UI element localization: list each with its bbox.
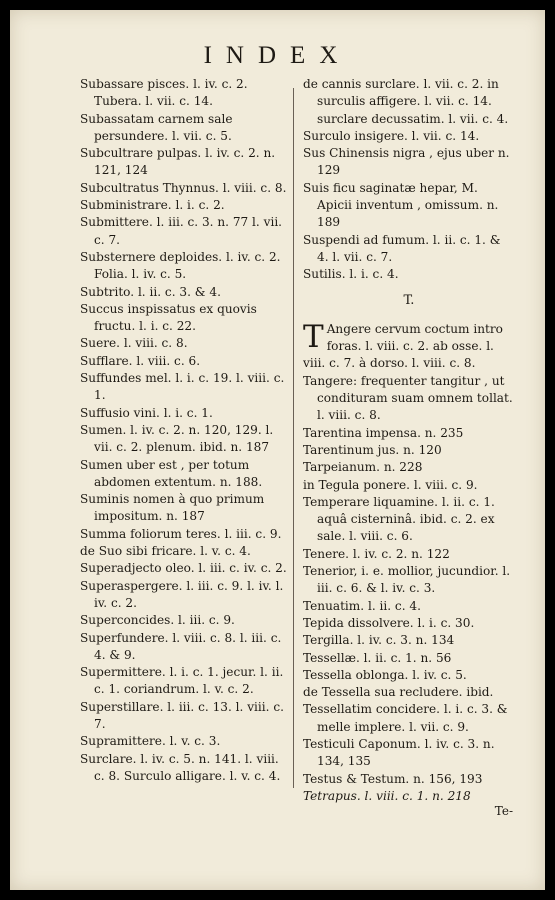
- page-title: INDEX: [203, 42, 352, 69]
- dropcap-entry: [303, 318, 515, 373]
- index-entry: Suminis nomen à quo primum impositum. n. 187: [80, 492, 265, 524]
- left-column: [80, 76, 290, 785]
- index-entry: Supermittere. l. i. c. 1. jecur. l. ii. c. 1. coriandrum. l. v. c. 2.: [80, 665, 284, 697]
- index-entry: Sufflare. l. viii. c. 6.: [80, 353, 201, 368]
- index-entry: Tessellatim concidere. l. i. c. 3. & melle implere. l. vii. c. 9.: [303, 702, 508, 734]
- catchword: Te-: [494, 804, 513, 818]
- index-entry: Subcultrare pulpas. l. iv. c. 2. n. 121, 124: [80, 146, 276, 178]
- index-entry: in Tegula ponere. l. viii. c. 9.: [303, 477, 478, 492]
- index-entry: Sumen. l. iv. c. 2. n. 120, 129. l. vii. c. 2. plenum. ibid. n. 187: [80, 422, 274, 455]
- index-entry: Tenere. l. iv. c. 2. n. 122: [303, 546, 450, 561]
- index-entry: Tenuatim. l. ii. c. 4.: [303, 598, 421, 613]
- right-column: [303, 76, 515, 805]
- index-entry: Supramittere. l. v. c. 3.: [80, 734, 221, 749]
- index-entry: Succus inspissatus ex quovis fructu. l. i. c. 22.: [80, 301, 257, 334]
- index-entry: Surculo insigere. l. vii. c. 14.: [303, 128, 480, 143]
- index-entry: Submittere. l. iii. c. 3. n. 77 l. vii. c. 7.: [80, 215, 283, 247]
- index-entry: Suere. l. viii. c. 8.: [80, 336, 188, 351]
- index-entry: Sutilis. l. i. c. 4.: [303, 267, 399, 282]
- index-entry: Subassatam carnem sale persundere. l. vii. c. 5.: [80, 111, 233, 143]
- index-entry: Subtrito. l. ii. c. 3. & 4.: [80, 284, 221, 299]
- index-entry: Tessella oblonga. l. iv. c. 5.: [303, 667, 467, 682]
- index-entry: Substernere deploides. l. iv. c. 2. Folia. l. iv. c. 5.: [80, 249, 281, 282]
- book-page: [10, 10, 545, 890]
- index-entry: Subassare pisces. l. iv. c. 2. Tubera. l. vii. c. 14.: [80, 77, 248, 109]
- index-entry: Sus Chinensis nigra , ejus uber n. 129: [303, 146, 510, 178]
- index-entry: Tessellæ. l. ii. c. 1. n. 56: [303, 650, 452, 665]
- index-entry: Testus & Testum. n. 156, 193: [303, 771, 483, 786]
- index-entry: Tenerior, i. e. mollior, jucundior. l. iii. c. 6. & l. iv. c. 3.: [303, 564, 511, 596]
- dropcap-entry-text: Angere cervum coctum intro foras. l. viii. c. 2. ab osse. l. viii. c. 7. à dorso. l. viii. c. 8.: [303, 321, 503, 371]
- index-entry: Suffusio vini. l. i. c. 1.: [80, 405, 213, 420]
- index-entry: Suis ficu saginatæ hepar, M. Apicii inventum , omissum. n. 189: [303, 180, 499, 230]
- index-entry: Temperare liquamine. l. ii. c. 1. aquâ cisterninâ. ibid. c. 2. ex sale. l. viii. c. 6.: [303, 494, 495, 544]
- index-entry: Tarentinum jus. n. 120: [303, 442, 442, 457]
- index-entry: Tetrapus. l. viii. c. 1. n. 218: [303, 788, 471, 803]
- index-entry: de Suo sibi fricare. l. v. c. 4.: [80, 544, 251, 559]
- index-entry: Subcultratus Thynnus. l. viii. c. 8.: [80, 180, 287, 195]
- index-entry: Suspendi ad fumum. l. ii. c. 1. & 4. l. vii. c. 7.: [303, 232, 501, 264]
- index-entry: Suffundes mel. l. i. c. 19. l. viii. c. 1.: [80, 371, 285, 403]
- index-entry: Subministrare. l. i. c. 2.: [80, 198, 225, 213]
- index-entry: Tergilla. l. iv. c. 3. n. 134: [303, 633, 455, 648]
- index-entry: de cannis surclare. l. vii. c. 2. in surculis affigere. l. vii. c. 14. surclare decussatim. l. vii. c. 4.: [303, 77, 509, 126]
- index-entry: Tepida dissolvere. l. i. c. 30.: [303, 615, 475, 630]
- index-entry: Summa foliorum teres. l. iii. c. 9.: [80, 526, 282, 541]
- section-letter: T.: [403, 292, 415, 308]
- index-entry: Testiculi Caponum. l. iv. c. 3. n. 134, 135: [303, 736, 495, 769]
- index-entry: de Tessella sua recludere. ibid.: [303, 685, 494, 700]
- index-entry: Surclare. l. iv. c. 5. n. 141. l. viii. c. 8. Surculo alligare. l. v. c. 4.: [80, 751, 281, 783]
- index-entry: Superconcides. l. iii. c. 9.: [80, 613, 235, 628]
- index-entry: Sumen uber est , per totum abdomen extentum. n. 188.: [80, 457, 263, 489]
- index-entry: Tangere: frequenter tangitur , ut condituram suam omnem tollat. l. viii. c. 8.: [303, 373, 513, 423]
- index-entry: Superfundere. l. viii. c. 8. l. iii. c. 4. & 9.: [80, 630, 282, 662]
- index-entry: Tarpeianum. n. 228: [303, 460, 423, 475]
- column-divider: [293, 88, 294, 788]
- index-entry: Superaspergere. l. iii. c. 9. l. iv. l. iv. c. 2.: [80, 578, 284, 610]
- index-entry: Tarentina impensa. n. 235: [303, 425, 464, 440]
- index-entry: Superadjecto oleo. l. iii. c. iv. c. 2.: [80, 561, 287, 576]
- drop-cap: T: [303, 318, 324, 355]
- index-entry: Superstillare. l. iii. c. 13. l. viii. c. 7.: [80, 699, 284, 731]
